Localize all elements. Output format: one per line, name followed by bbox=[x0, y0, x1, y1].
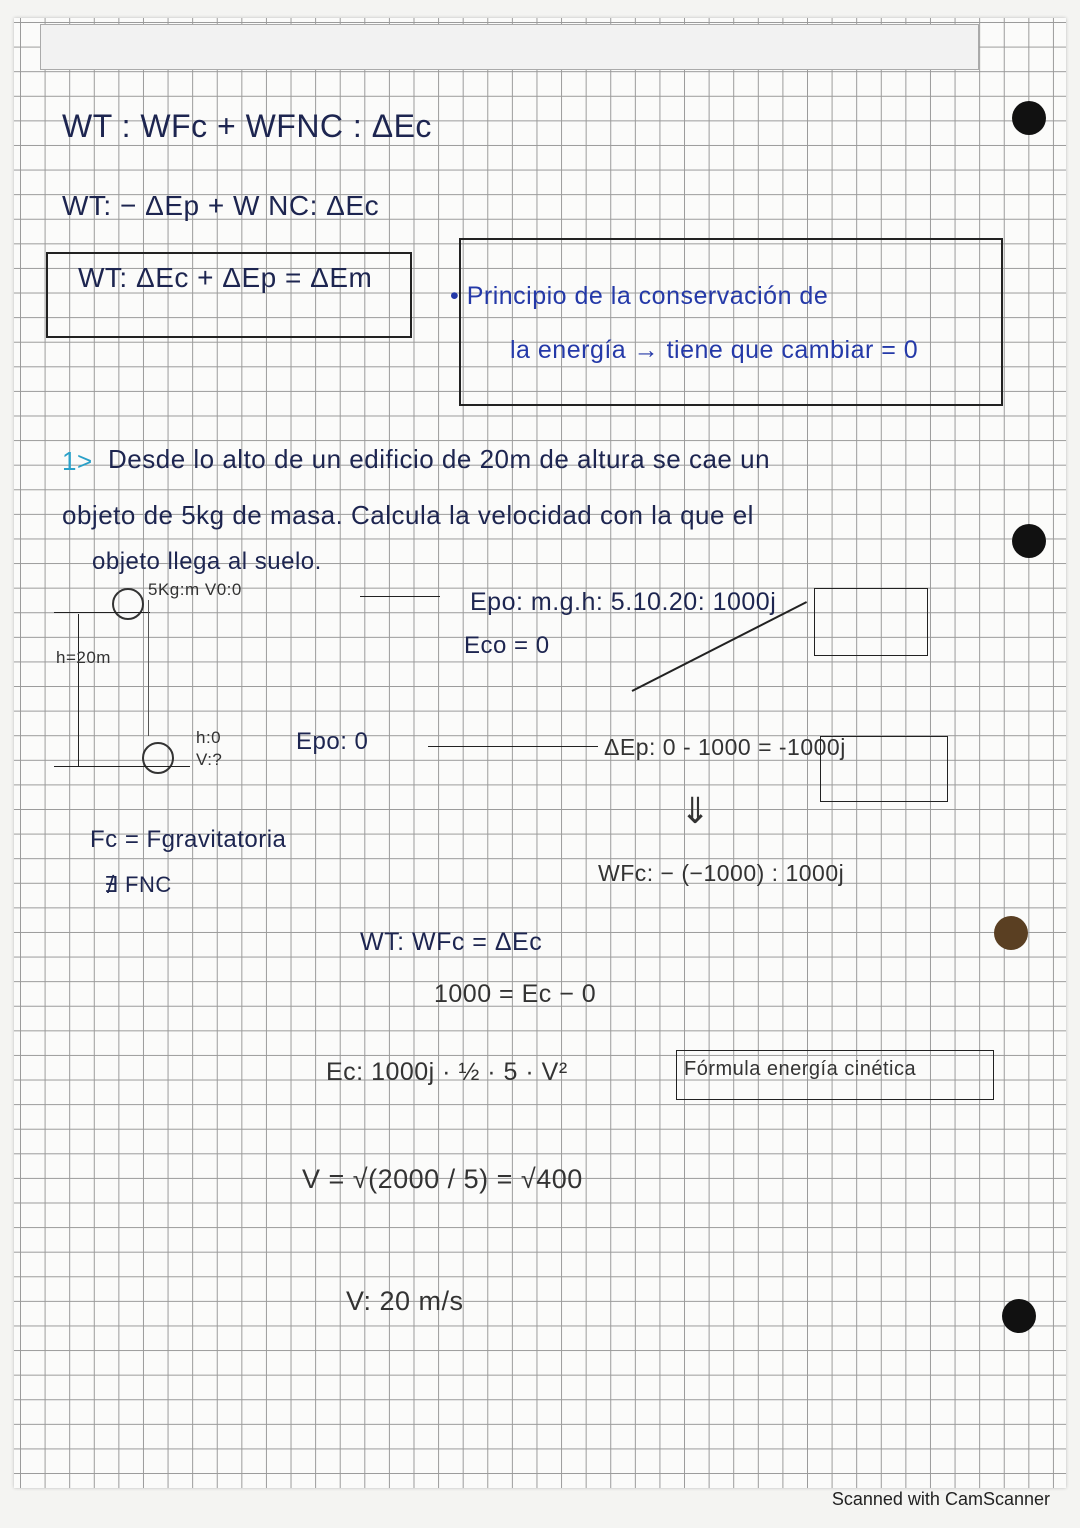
height-arrow bbox=[78, 614, 79, 766]
arrow-line bbox=[360, 596, 440, 597]
epo-bottom: Epo: 0 bbox=[296, 728, 369, 755]
problem-line-2: objeto de 5kg de masa. Calcula la velocidad con la que el bbox=[62, 500, 754, 530]
formula-line-1: WT : WFc + WFNC : ΔEc bbox=[62, 108, 432, 144]
epo-top: Epo: m.g.h: 5.10.20: 1000j bbox=[470, 588, 777, 616]
connector-line-2 bbox=[428, 746, 598, 747]
principle-box bbox=[459, 238, 1003, 406]
equation-1: 1000 = Ec − 0 bbox=[434, 980, 597, 1008]
problem-number: 1> bbox=[62, 446, 93, 476]
binder-hole bbox=[1012, 101, 1046, 135]
answer-box bbox=[814, 588, 928, 656]
bottom-v-label: V:? bbox=[196, 750, 223, 769]
scanner-watermark: Scanned with CamScanner bbox=[831, 1489, 1050, 1509]
fall-arrow bbox=[148, 600, 149, 736]
boxed-formula: WT: ΔEc + ΔEp = ΔEm bbox=[78, 262, 373, 293]
height-label: h=20m bbox=[56, 648, 111, 667]
principle-line-2: la energía → tiene que cambiar = 0 bbox=[510, 336, 919, 364]
top-ground-line bbox=[54, 612, 150, 613]
formula-line-2: WT: − ΔEp + W NC: ΔEc bbox=[62, 190, 380, 221]
wfc: WFc: − (−1000) : 1000j bbox=[598, 860, 845, 886]
object-bottom-circle bbox=[142, 742, 174, 774]
ground-line bbox=[54, 766, 190, 767]
binder-hole bbox=[1012, 524, 1046, 558]
diagram-top-label: 5Kg:m V0:0 bbox=[148, 580, 242, 599]
wt-equation: WT: WFc = ΔEc bbox=[360, 928, 543, 956]
fnc-statement: ∄ FNC bbox=[104, 872, 172, 897]
bottom-h-label: h:0 bbox=[196, 728, 222, 747]
sqrt-equation: V = √(2000 / 5) = √400 bbox=[302, 1164, 583, 1194]
eco: Eco = 0 bbox=[464, 632, 550, 659]
page-top-strip bbox=[40, 24, 979, 70]
answer-box bbox=[820, 736, 948, 802]
fc-definition: Fc = Fgravitatoria bbox=[90, 826, 287, 853]
implies-arrow-icon: ⇓ bbox=[680, 790, 711, 831]
problem-line-3: objeto llega al suelo. bbox=[92, 548, 322, 575]
principle-line-1: • Principio de la conservación de bbox=[450, 282, 829, 310]
binder-hole bbox=[1002, 1299, 1036, 1333]
result: V: 20 m/s bbox=[346, 1286, 464, 1316]
ec-note: Fórmula energía cinética bbox=[684, 1058, 917, 1080]
binder-hole bbox=[994, 916, 1028, 950]
problem-line-1: Desde lo alto de un edificio de 20m de altura se cae un bbox=[108, 444, 771, 474]
delta-ep: ΔEp: 0 - 1000 = -1000j bbox=[604, 734, 846, 760]
ec-formula: Ec: 1000j · ½ · 5 · V² bbox=[326, 1058, 568, 1086]
object-top-circle bbox=[112, 588, 144, 620]
